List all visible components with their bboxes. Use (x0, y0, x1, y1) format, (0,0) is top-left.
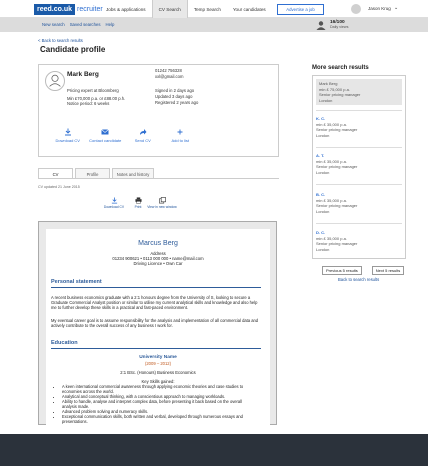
cv-degree: 2:1 BSc. (Honours) Business Economics (120, 370, 196, 375)
cv-skill-item: • Exceptional communication skills, both written and verbal, developed through numerous essays and presentations. (62, 414, 254, 424)
cv-download-button[interactable] (104, 197, 124, 209)
cv-skill-item: • Advanced problem solving and numeracy skills. (62, 409, 254, 414)
result-location: London (316, 132, 330, 138)
result-divider (316, 147, 402, 148)
user-name[interactable]: Jason Krug (368, 6, 391, 11)
cv-new-window-label: View in new window (147, 205, 177, 209)
send-cv-button[interactable] (124, 128, 162, 144)
result-item[interactable] (316, 153, 402, 175)
candidate-phone[interactable]: 01242 756328 (155, 68, 182, 73)
result-item-current[interactable] (316, 79, 402, 105)
results-pager (322, 266, 404, 275)
result-location: London (319, 97, 333, 103)
download-cv-button[interactable] (49, 128, 87, 144)
cv-toolbar (103, 197, 177, 209)
page-footer (0, 434, 428, 466)
help-link[interactable]: Help (105, 22, 115, 27)
cv-print-button[interactable] (128, 197, 148, 209)
result-item[interactable] (316, 192, 402, 214)
contact-candidate-button[interactable] (87, 128, 125, 144)
candidate-card (38, 64, 279, 157)
cv-skill-item: • Analytical and conceptual thinking, with a conscientious approach to managing workloads. (62, 394, 254, 399)
candidate-name: Mark Berg (67, 71, 99, 78)
cv-skills-heading: Key Skills gained: (141, 379, 175, 384)
page-title: Candidate profile (40, 45, 106, 54)
share-arrow-icon (139, 128, 147, 136)
saved-searches-link[interactable]: Saved searches (69, 22, 101, 27)
result-location: London (316, 208, 330, 214)
cv-candidate-name: Marcus Berg (138, 240, 178, 247)
cv-skill-item: • A keen international commercial awareness through applying economic theories and case studies to economies across the world. (62, 384, 254, 394)
download-icon (111, 197, 118, 204)
registered-status: Registered 2 years ago (155, 100, 199, 105)
result-role: Senior pricing manager (316, 203, 358, 208)
candidate-notice: Notice period: 6 weeks (67, 101, 110, 106)
result-name: Mark Berg (319, 81, 338, 86)
candidate-actions (49, 128, 199, 144)
result-salary: min £ 35,000 p.a. (316, 158, 347, 164)
result-item[interactable] (316, 230, 402, 252)
cv-personal-paragraph-1: A recent business economics graduate with a 2:1 honours degree from the University of S, looking to secure a Graduate Commercial Analyst position or similar to utilise my current analytical skills and knowledge and also help me to further develop these skills in a practical and fast-paced environment. (51, 295, 258, 310)
cv-new-window-button[interactable] (147, 197, 177, 209)
result-divider (316, 110, 402, 111)
result-salary: min £ 35,000 p.a. (316, 121, 347, 127)
user-group-icon (316, 21, 326, 30)
advertise-job-button[interactable]: Advertise a job (277, 4, 324, 15)
new-window-icon (159, 197, 166, 204)
cv-print-label: Print (134, 205, 142, 209)
previous-results-button[interactable]: Previous 5 results (322, 266, 362, 275)
cv-years: (2009 – 2012) (144, 361, 172, 366)
nav-cv-search[interactable]: CV Search (152, 0, 188, 18)
result-role: Senior pricing manager (319, 92, 361, 97)
result-location: London (316, 169, 330, 175)
download-icon (64, 128, 72, 136)
back-to-search-link[interactable]: < Back to search results (38, 38, 83, 43)
candidate-avatar-icon (45, 71, 65, 91)
signed-in-status: Signed in 2 days ago (155, 88, 195, 93)
plus-icon (176, 128, 184, 136)
cv-section-divider (51, 348, 261, 349)
candidate-headline: Pricing expert at Bloomberg (67, 88, 119, 93)
more-results-title: More search results (312, 65, 369, 71)
result-divider (316, 223, 402, 224)
logo-mark: reed.co.uk (34, 4, 75, 15)
result-role: Senior pricing manager (316, 241, 358, 246)
tab-divider (38, 178, 279, 179)
result-role: Senior pricing manager (316, 127, 358, 132)
main-nav (100, 0, 272, 18)
result-item[interactable] (316, 116, 402, 138)
cv-page (46, 229, 270, 426)
download-cv-label: Download CV (55, 138, 80, 143)
cv-section-divider (51, 287, 261, 288)
send-cv-label: Send CV (134, 138, 151, 143)
cv-address: Address (150, 251, 166, 256)
chevron-down-icon[interactable]: ⌄ (394, 5, 399, 11)
top-navigation (0, 0, 428, 18)
nav-temp-search[interactable]: Temp Search (193, 6, 221, 12)
new-search-link[interactable]: New search (42, 22, 65, 27)
nav-your-candidates[interactable]: Your candidates (232, 6, 266, 12)
tab-notes-history[interactable]: Notes and history (112, 168, 154, 179)
envelope-icon (101, 128, 109, 136)
result-salary: min £ 35,000 p.a. (316, 235, 347, 241)
updated-status: Updated 3 days ago (155, 94, 193, 99)
cv-contact-line: 01234 900621 • 0113 000 000 • name@mail.com (112, 256, 204, 261)
daily-views-counter (330, 20, 348, 29)
reed-logo[interactable] (34, 3, 103, 15)
result-initials: K. C. (316, 116, 326, 121)
nav-jobs-applications[interactable]: Jobs & applications (106, 6, 146, 12)
tab-profile[interactable]: Profile (75, 168, 110, 179)
next-results-button[interactable]: Next 5 results (372, 266, 404, 275)
result-salary: min £ 75,000 p.a. (319, 86, 350, 92)
cv-viewer[interactable] (38, 221, 277, 425)
cv-skill-item: • Ability to handle, analyse and interpret complex data, before presenting it back based on the overall analysis made. (62, 399, 254, 409)
result-role: Senior pricing manager (316, 164, 358, 169)
result-divider (316, 184, 402, 185)
user-avatar[interactable] (351, 4, 361, 14)
cv-education-heading: Education (51, 340, 78, 346)
result-initials: D. C. (316, 230, 326, 235)
result-location: London (316, 246, 330, 252)
candidate-email[interactable]: xxl@gmail.com (155, 74, 184, 79)
more-results-list (312, 75, 406, 259)
result-salary: min £ 35,000 p.a. (316, 197, 347, 203)
result-initials: A. T. (316, 153, 325, 158)
cv-extras-line: Driving Licence • Own Car (133, 261, 183, 266)
tab-cv[interactable]: CV (38, 168, 73, 179)
add-to-list-label: Add to list (171, 138, 190, 143)
cv-university: University Name (139, 355, 177, 360)
daily-views-label: Daily views (330, 25, 349, 29)
cv-updated-date: CV updated 21 June 2015 (38, 185, 80, 189)
daily-views-count: 16/100 (330, 20, 345, 25)
sub-navigation (0, 18, 428, 32)
logo-product: recruiter (77, 5, 103, 13)
contact-candidate-label: Contact candidate (89, 138, 122, 143)
add-to-list-button[interactable] (162, 128, 200, 144)
result-initials: B. C. (316, 192, 326, 197)
cv-personal-heading: Personal statement (51, 279, 102, 285)
back-to-results-link[interactable]: Back to search results (338, 277, 380, 282)
printer-icon (135, 197, 142, 204)
cv-personal-paragraph-2: My eventual career goal is to assume responsibility for the analysis and implementation of all commercial data and actively contribute to the overall success of any business I work for. (51, 318, 259, 328)
cv-download-label: Download CV (103, 205, 125, 209)
candidate-salary: Min £70,000 p.a. or £88.00 p.h. (67, 96, 126, 101)
cv-skills-list (62, 384, 254, 424)
